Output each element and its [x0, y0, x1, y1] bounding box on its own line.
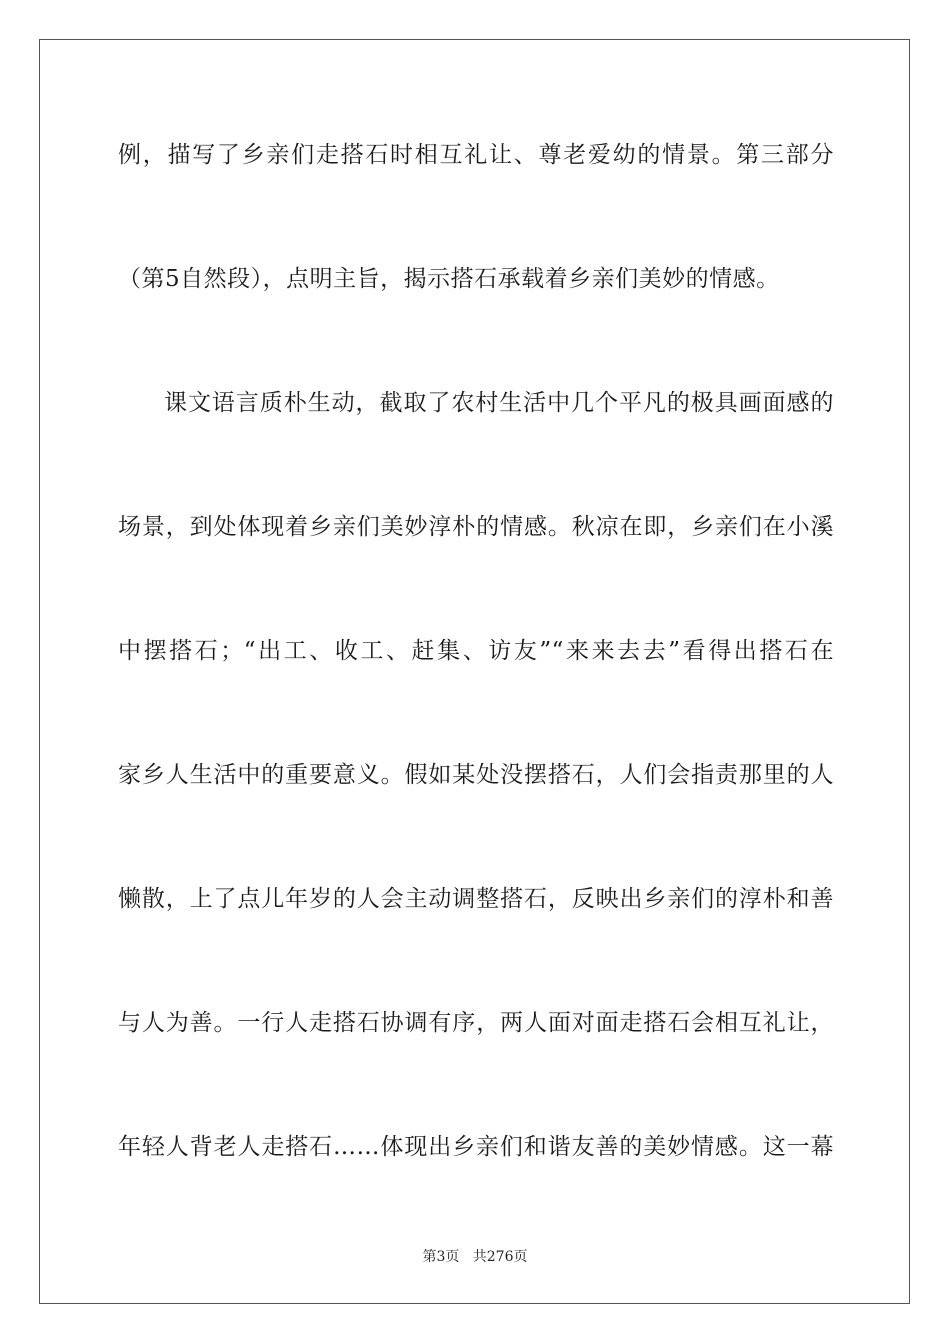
text-line-2: （第5自然段），点明主旨，揭示搭石承载着乡亲们美妙的情感。 — [118, 266, 780, 292]
body-text — [118, 124, 834, 1240]
page-total: 共276页 — [472, 1249, 528, 1265]
text-line-9: 年轻人背老人走搭石……体现出乡亲们和谐友善的美妙情感。这一幕 — [118, 1134, 834, 1160]
page-number: 第3页 — [422, 1249, 460, 1265]
text-line-3: 课文语言质朴生动，截取了农村生活中几个平凡的极具画面感的 — [164, 390, 834, 416]
text-line-4: 场景，到处体现着乡亲们美妙淳朴的情感。秋凉在即，乡亲们在小溪 — [118, 514, 834, 540]
text-line-5: 中摆搭石；“出工、收工、赶集、访友”“来来去去”看得出搭石在 — [118, 638, 834, 664]
text-line-6: 家乡人生活中的重要意义。假如某处没摆搭石，人们会指责那里的人 — [118, 762, 834, 788]
page-footer — [0, 1246, 950, 1266]
text-line-1: 例，描写了乡亲们走搭石时相互礼让、尊老爱幼的情景。第三部分 — [118, 142, 834, 168]
text-line-7: 懒散，上了点儿年岁的人会主动调整搭石，反映出乡亲们的淳朴和善 — [118, 886, 834, 912]
text-line-8: 与人为善。一行人走搭石协调有序，两人面对面走搭石会相互礼让， — [118, 1010, 834, 1036]
